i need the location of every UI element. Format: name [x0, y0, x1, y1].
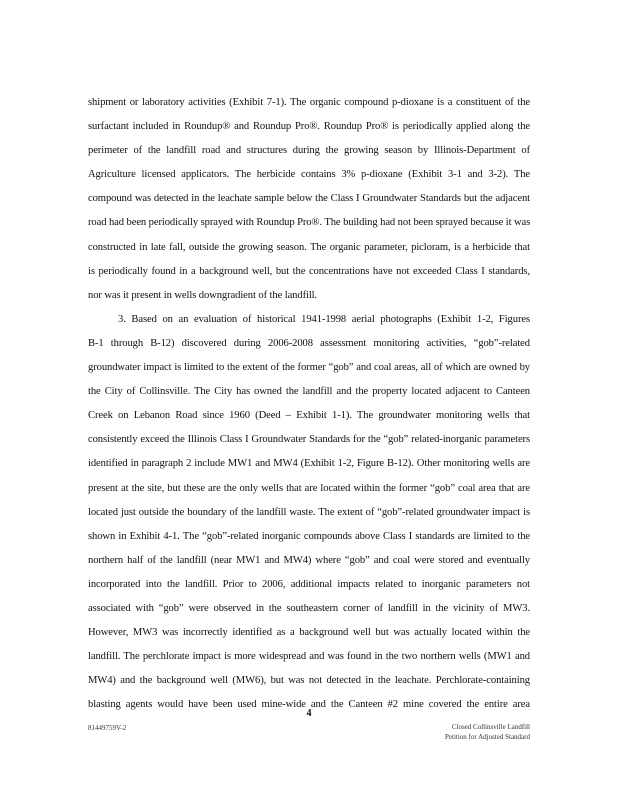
text-line: identified in paragraph 2 include MW1 and MW4 (Exhibit 1-2, Figure B-12). Other monitoring wells are [88, 458, 530, 470]
text-line: incorporated into the landfill. Prior to 2006, additional impacts related to inorganic parameters not [88, 578, 530, 590]
text-line: landfill. The perchlorate impact is more widespread and was found in the two northern wells (MW1 and [88, 651, 530, 663]
text-line: constructed in late fall, outside the growing season. The organic parameter, picloram, is a herbicide that [88, 241, 530, 253]
footer-title: Closed Collinsville Landfill [451, 723, 530, 731]
text-line: surfactant included in Roundup® and Roundup Pro®. Roundup Pro® is periodically applied along the [88, 121, 530, 133]
text-line: northern half of the landfill (near MW1 and MW4) where “gob” and coal were stored and eventually [88, 554, 530, 566]
text-line: present at the site, but these are the only wells that are located within the former “gob” coal area that are [88, 482, 530, 494]
text-line: MW4) and the background well (MW6), but was not detected in the leachate. Perchlorate-containing [88, 675, 530, 687]
text-line: However, MW3 was incorrectly identified as a background well but was actually located within the [88, 627, 530, 639]
footer-subtitle: Petition for Adjusted Standard [445, 733, 530, 741]
paragraph-3-start: 3. Based on an evaluation of historical 1941-1998 aerial photographs (Exhibit 1-2, Figures [118, 313, 530, 325]
text-line: located just outside the boundary of the landfill waste. The extent of “gob”-related groundwater impact is [88, 506, 530, 518]
text-line: road had been periodically sprayed with Roundup Pro®. The building had not been sprayed because it was [88, 217, 531, 229]
text-line: the City of Collinsville. The City has owned the landfill and the property located adjacent to Canteen [88, 386, 530, 398]
text-line: shown in Exhibit 4-1. The “gob”-related inorganic compounds above Class I standards are limited to the [88, 530, 530, 542]
text-line: Creek on Lebanon Road since 1960 (Deed – Exhibit 1-1). The groundwater monitoring wells that [88, 410, 530, 422]
text-line: blasting agents would have been used mine-wide and the Canteen #2 mine covered the entire area [88, 699, 530, 711]
text-line: groundwater impact is limited to the extent of the former “gob” and coal areas, all of which are owned by [88, 362, 530, 374]
text-line: associated with “gob” were observed in the southeastern corner of landfill in the vicinity of MW3. [88, 602, 530, 614]
text-line: consistently exceed the Illinois Class I Groundwater Standards for the “gob” related-inorganic parameters [88, 434, 530, 446]
text-line: B-1 through B-12) discovered during 2006-2008 assessment monitoring activities, “gob”-related [88, 337, 530, 349]
document-body [88, 91, 530, 717]
document-id: 81449759V-2 [88, 724, 127, 732]
text-line: is periodically found in a background well, but the concentrations have not exceeded Class I standards, [88, 265, 530, 277]
text-line: shipment or laboratory activities (Exhibit 7-1). The organic compound p-dioxane is a constituent of the [88, 97, 530, 108]
page-number: 4 [306, 708, 312, 719]
text-line: perimeter of the landfill road and structures during the growing season by Illinois-Department of [88, 145, 530, 157]
footer-right [445, 722, 530, 742]
text-line: nor was it present in wells downgradient of the landfill. [88, 289, 318, 301]
text-line: compound was detected in the leachate sample below the Class I Groundwater Standards but the adjacent [88, 193, 530, 205]
text-line: Agriculture licensed applicators. The herbicide contains 3% p-dioxane (Exhibit 3-1 and 3-2). The [88, 169, 530, 181]
